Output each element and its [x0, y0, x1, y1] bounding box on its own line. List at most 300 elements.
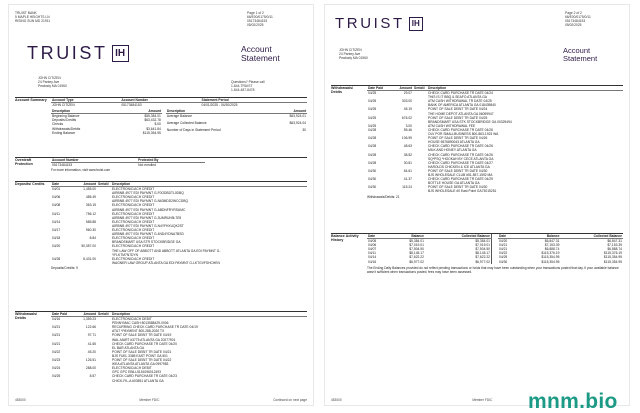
- balance-row-cell: $7,622.22: [475, 255, 490, 260]
- summary-left-table: [51, 109, 162, 135]
- bank-address: [15, 11, 50, 23]
- summary-row-cell: $63,924.01: [289, 114, 306, 119]
- page-info-line: 05/02/2025: [565, 23, 582, 27]
- col-balance: Balance: [519, 234, 560, 239]
- questions-line: 1-844-487-8478: [231, 88, 255, 92]
- summary-right-table: [166, 109, 307, 135]
- balance-row-cell: $8,145.17: [409, 251, 424, 256]
- withdrawal-row-cell: 04/22: [52, 349, 61, 354]
- overdraft-section: [15, 157, 307, 177]
- col-description: Description: [111, 182, 307, 187]
- col-date: Date: [498, 234, 519, 239]
- col-date-paid: Date Paid: [368, 86, 384, 90]
- page-info-line: 66/E00/0175/0/11: [565, 15, 591, 19]
- deposits-total: Deposits/Credits: 9: [51, 265, 78, 270]
- withdrawal-row: [51, 342, 307, 350]
- summary-row-cell: $115,354.95: [142, 130, 161, 135]
- col-amount: Amount: [385, 86, 413, 91]
- balance-row-cell: 04/16: [368, 259, 377, 264]
- withdrawal-row-cell: 04/25: [368, 115, 377, 120]
- deposit-row-cell: ELECTRONIC/ACH CREDIT AIRBNB 4977 EDI PAYMNT G-4ND4YDNA7BSD: [112, 228, 184, 237]
- deposit-row-cell: [97, 228, 111, 236]
- withdrawals-total: Withdrawals/Debits: 21: [367, 195, 400, 200]
- summary-row: [51, 131, 162, 135]
- withdrawal-row-cell: [97, 325, 111, 333]
- customer-address-line: 24 Pantey Ave: [339, 52, 361, 56]
- col-balance: Balance: [389, 234, 425, 239]
- withdrawal-row-cell: POINT OF SALE DEBIT TR DATE 04/26 HOUSE 6576890043 ATLANTA GA: [428, 136, 488, 145]
- page-info: [565, 11, 591, 27]
- deposit-row-cell: ELECTRONIC/ACH CREDIT THE LAW OFF OF ABBOTT AND ABBOTT ATLANTA GA EDI PAYMNT G- YFLKTM7N7DYN: [112, 244, 221, 257]
- balance-row-cell: $7,019.01: [475, 243, 490, 248]
- balance-row-cell: $115,376.19: [541, 251, 560, 256]
- withdrawal-row-cell: [413, 153, 427, 161]
- withdrawal-row: [367, 136, 623, 144]
- withdrawal-row-cell: 04/21: [52, 341, 61, 346]
- logo-mark-icon: IH: [409, 17, 423, 31]
- col-serial: Serial#: [413, 86, 427, 91]
- withdrawal-row-cell: 122.66: [85, 325, 96, 330]
- summary-row-cell: Checks: [52, 122, 63, 127]
- withdrawal-row-cell: 106.99: [401, 136, 412, 141]
- balance-row-cell: $6,888.74: [544, 247, 560, 252]
- withdrawal-row-cell: 126.51: [85, 358, 96, 363]
- deposit-row-cell: 8,431.00: [83, 256, 96, 261]
- balance-row: [498, 260, 623, 264]
- col-account-number: Account Number: [51, 158, 137, 163]
- footer-continued: Continued on next page: [273, 398, 307, 402]
- deposit-row-cell: 04/17: [52, 228, 61, 233]
- withdrawal-row: [51, 333, 307, 341]
- balance-row-cell: $7,153.39: [544, 243, 560, 248]
- withdrawals-label: Withdrawals/ Debits: [15, 312, 38, 321]
- footer-code: 453000: [15, 398, 26, 402]
- statement-page-2: [324, 4, 630, 406]
- balance-row-cell: $6,888.74: [607, 247, 622, 252]
- summary-row: [166, 128, 307, 135]
- withdrawal-row-cell: 97.71: [87, 333, 96, 338]
- statement-title: [241, 45, 280, 63]
- withdrawal-row-cell: 288.00: [85, 366, 96, 371]
- withdrawal-row-cell: 303.00: [401, 99, 412, 104]
- summary-row-cell: $3,641.84: [146, 126, 161, 131]
- withdrawal-row-cell: 04/30: [368, 168, 377, 173]
- deposit-row: [51, 203, 307, 211]
- withdrawal-row-cell: [97, 342, 111, 350]
- withdrawal-row-cell: 04/28: [368, 127, 377, 132]
- page-info-line: Page 1 of 2: [247, 11, 264, 15]
- col-protected-by: Protected By: [137, 158, 204, 163]
- customer-address: [38, 76, 67, 88]
- withdrawal-row-cell: 45.20: [87, 349, 96, 354]
- deposit-row-cell: ELECTRONIC/ACH CREDIT AIRBNB 4977 EDI PAYMNT G-N4YFHXUQK2ST: [112, 219, 184, 228]
- statement-period-value: 04/01/2025 - 04/30/2025: [201, 103, 238, 108]
- deposit-row: [51, 244, 307, 256]
- withdrawal-row-cell: POINT OF SALE DEBIT TR DATE 04/19 WAL-MART #3775 ATLANTA GA 20277901: [112, 333, 176, 342]
- account-summary-header-table: [51, 98, 307, 107]
- customer-address-line: 24 Pantey Ave: [38, 80, 60, 84]
- withdrawal-row-cell: [97, 317, 111, 326]
- balance-row-cell: $5,384.01: [409, 239, 424, 244]
- deposit-row-cell: ELECTRONIC/ACH CREDIT WAGNER LAW GROUP ATLANTA GA EDI PAYMNT G-LKTGVFSHCHEN: [112, 256, 220, 265]
- withdrawal-row-cell: [413, 136, 427, 144]
- withdrawal-row-cell: ELECTRONIC/ACH DEBIT GPC GPC EBILL5151096012493: [112, 366, 161, 375]
- footer-code: 453000: [331, 398, 342, 402]
- withdrawal-row-cell: 04/16: [52, 317, 61, 322]
- withdrawal-row-cell: CHECK CARD PURCHASE TR DATE 04/26 SQ*PSQ *HOOKAH BY CECE ATLANTA GA: [428, 152, 494, 161]
- withdrawal-row-cell: 04/28: [368, 160, 377, 165]
- withdrawal-row: [367, 169, 623, 177]
- balance-row-cell: 04/25: [499, 255, 508, 260]
- col-amount: Amount: [69, 312, 97, 317]
- withdrawal-row-cell: 1,359.23: [83, 317, 96, 322]
- questions-line: Questions? Please call: [231, 80, 265, 84]
- withdrawal-row-cell: CHECK CARD PURCHASE TR DATE 04/29 BOTTLE HOUSE GA ATLANTA GA: [428, 177, 493, 186]
- col-amount: Amount: [118, 109, 162, 114]
- truist-logo: [27, 43, 129, 64]
- overdraft-label: Overdraft Protection: [15, 158, 33, 167]
- page-info-line: 05/02/2025: [247, 23, 264, 27]
- deposit-row-cell: 04/28: [52, 256, 61, 261]
- balance-row-cell: 04/20: [499, 239, 508, 244]
- withdrawals-section: [15, 311, 307, 397]
- deposit-row-cell: [97, 195, 111, 203]
- withdrawal-row-cell: [97, 358, 111, 366]
- withdrawal-row-cell: [413, 144, 427, 152]
- summary-row-cell: Average Balance: [166, 114, 192, 119]
- balance-row-cell: 04/06: [368, 243, 377, 248]
- questions-line: 1-844-TRUIST: [231, 84, 253, 88]
- balance-row-cell: $5,384.01: [475, 239, 490, 244]
- withdrawal-row-cell: [97, 350, 111, 358]
- withdrawal-row-cell: 04/25: [52, 374, 61, 379]
- balance-row-cell: 04/05: [368, 239, 377, 244]
- balance-history-label: Balance Activity History: [331, 234, 359, 243]
- summary-row-cell: Withdrawals/Debits: [52, 126, 81, 131]
- withdrawal-row: [367, 116, 623, 124]
- withdrawal-row-cell: RECURRING CHECK CARD PURCHASE TR DATE 04/19 AT&T *PAYMENT 800-288-2020 TX: [112, 325, 198, 334]
- withdrawal-row-cell: 41.37: [403, 177, 412, 182]
- withdrawal-row: [51, 325, 307, 333]
- col-description: Description: [427, 86, 623, 91]
- balance-row-cell: 04/11: [368, 251, 377, 256]
- withdrawal-row-cell: CHECK CARD PURCHASE TR DATE 04/24 THIS IS IT BBQ & SEAFO ATLANTA GA: [428, 91, 493, 100]
- deposit-row: [51, 257, 307, 265]
- withdrawal-row-cell: CHECK CARD PURCHASE TR DATE 04/23 CHICK-FIL-A #03551 ATLANTA GA: [112, 374, 177, 383]
- withdrawal-row: [367, 153, 623, 161]
- withdrawal-row-cell: [413, 99, 427, 107]
- summary-row-cell: $63,924.04: [289, 121, 306, 126]
- balance-history-note: The Ending Daily Balances provided do not reflect pending transactions or holds that may have been outstanding when your transactions posted that day. If your available balance wasn't sufficient when transactions posted, fees may have been assessed.: [367, 265, 619, 274]
- summary-row-cell: Average Collected Balance: [166, 121, 207, 126]
- withdrawal-row-cell: 04/25: [368, 91, 377, 96]
- col-description: Description: [51, 109, 118, 114]
- bank-address-line: RISING SUN MD 21911: [15, 19, 51, 23]
- deposit-row-cell: 960.30: [85, 228, 96, 233]
- balance-row-cell: $115,354.95: [603, 255, 622, 260]
- withdrawal-row-cell: 04/25: [368, 99, 377, 104]
- withdrawal-row-cell: [413, 107, 427, 115]
- withdrawal-row: [367, 185, 623, 193]
- col-amount: Amount: [272, 109, 307, 114]
- logo-text: TRUIST: [335, 15, 405, 32]
- balance-row-cell: $7,622.22: [409, 255, 424, 260]
- page-info-line: Page 2 of 2: [565, 11, 582, 15]
- deposit-row-cell: 756.12: [85, 211, 96, 216]
- withdrawal-row-cell: POINT OF SALE DEBIT TR DATE 04/30 BJS WHOLESALE #0 East Point GA73015251: [428, 185, 497, 194]
- deposit-row-cell: 1,455.00: [83, 187, 96, 192]
- withdrawal-row-cell: [413, 161, 427, 169]
- deposit-row-cell: 363.15: [85, 203, 96, 208]
- deposit-row-cell: 04/06: [52, 195, 61, 200]
- deposit-row-cell: [97, 236, 111, 244]
- withdrawal-row: [51, 350, 307, 358]
- withdrawal-row-cell: [413, 128, 427, 136]
- balance-row-cell: $7,153.39: [607, 243, 622, 248]
- withdrawal-row-cell: CHECK CARD PURCHASE TR DATE 04/20 EL BAR ATLANTA GA: [112, 341, 177, 350]
- withdrawal-row-cell: 64.61: [403, 168, 412, 173]
- deposit-row-cell: [97, 203, 111, 211]
- bank-address-line: 5 MAPLE HEIGHTS LN: [15, 15, 50, 19]
- withdrawal-row: [367, 128, 623, 136]
- withdrawal-row-cell: 04/25: [368, 107, 377, 112]
- withdrawal-row: [51, 366, 307, 374]
- withdrawal-row-cell: POINT OF SALE DEBIT TR DATE 04/21 BJS FUEL 3385 EAST POINT GA 501: [112, 349, 172, 358]
- balance-row-cell: $8,145.17: [475, 251, 490, 256]
- withdrawal-row-cell: CHECK CARD PURCHASE TR DATE 04/26 MILK AND HONEY ATLANTA GA: [428, 144, 493, 153]
- balance-row-cell: $7,504.50: [475, 247, 490, 252]
- col-date-paid: Date Paid: [52, 312, 68, 316]
- footer-member-fdic: Member FDIC: [139, 398, 160, 402]
- col-amount: Amount: [69, 182, 97, 187]
- deposit-row-cell: 04/20: [52, 244, 61, 249]
- col-description: Description: [166, 109, 272, 114]
- balance-row-cell: 04/07: [368, 247, 377, 252]
- withdrawal-row-cell: 41.65: [87, 341, 96, 346]
- deposit-row-cell: [97, 220, 111, 228]
- customer-address-line: Peabody MA 01960: [38, 84, 67, 88]
- statement-title-line2: Statement: [241, 53, 280, 63]
- col-serial: Serial#: [97, 312, 111, 317]
- withdrawal-row-cell: 3.00: [405, 123, 412, 128]
- customer-address-line: Peabody MA 01960: [339, 56, 368, 60]
- withdrawal-row-cell: [97, 333, 111, 341]
- withdrawal-row-cell: [413, 177, 427, 185]
- balance-row: [367, 260, 492, 264]
- balance-row-cell: $7,504.50: [409, 247, 424, 252]
- customer-address-line: JOHN CITIZEN: [339, 48, 362, 52]
- deposit-row-cell: [97, 257, 111, 265]
- overdraft-account-number: 05173484153: [52, 163, 73, 168]
- withdrawal-row-cell: 04/30: [368, 185, 377, 190]
- withdrawal-row-cell: 04/23: [52, 358, 61, 363]
- deposit-row-cell: 04/08: [52, 203, 61, 208]
- overdraft-table: [51, 158, 205, 167]
- withdrawal-row: [367, 99, 623, 107]
- deposit-row-cell: [97, 187, 111, 196]
- withdrawal-row-cell: [97, 366, 111, 374]
- withdrawal-row-cell: 8.57: [89, 374, 96, 379]
- withdrawal-row-cell: 04/30: [368, 177, 377, 182]
- balance-row-cell: $115,354.95: [541, 255, 560, 260]
- overdraft-protected-by: Not enrolled: [138, 163, 156, 168]
- deposit-row: [51, 212, 307, 220]
- withdrawal-row-cell: 115.24: [402, 185, 412, 190]
- balance-row-cell: $115,354.95: [541, 259, 560, 264]
- withdrawal-row-cell: 38.52: [403, 152, 412, 157]
- page-info: [247, 11, 273, 27]
- withdrawal-row-cell: 04/25: [368, 123, 377, 128]
- statement-title-line1: Account: [241, 44, 272, 54]
- balance-row-cell: 04/21: [499, 243, 508, 248]
- overdraft-note: For more information, visit www.truist.com: [51, 168, 111, 173]
- deposit-row-cell: 50,357.00: [81, 244, 96, 249]
- statement-title-line1: Account: [563, 46, 591, 55]
- withdrawal-row-cell: 676.02: [401, 115, 412, 120]
- balance-history-section: [331, 233, 623, 299]
- summary-row-cell: Number of Days in Statement Period: [166, 128, 221, 133]
- balance-row-cell: $6,847.31: [607, 239, 622, 244]
- summary-row-cell: $63,432.78: [144, 118, 161, 123]
- account-summary-section: [15, 97, 307, 155]
- balance-row-cell: $115,376.19: [603, 251, 622, 256]
- balance-row-cell: $115,354.95: [603, 259, 622, 264]
- balance-row-cell: $6,977.02: [475, 259, 490, 264]
- balance-row-cell: $6,847.31: [544, 239, 560, 244]
- deposit-row-cell: 585.88: [85, 219, 96, 224]
- withdrawals-table: [367, 86, 623, 193]
- truist-logo: [335, 15, 423, 32]
- deposit-row-cell: 485.49: [85, 195, 96, 200]
- col-account-number: Account Number: [120, 98, 200, 103]
- deposit-row: [51, 220, 307, 228]
- summary-row-cell: $.00: [154, 122, 161, 127]
- deposit-row: [51, 187, 307, 196]
- deposit-row-cell: [97, 244, 111, 256]
- bank-address-line: TRUIST BANK: [15, 11, 37, 15]
- withdrawal-row-cell: POINT OF SALE DEBIT TR DATE 04/30 BJS WHOLESALE CLUB #51-557-1592 MA: [428, 168, 493, 177]
- withdrawal-row: [367, 161, 623, 169]
- withdrawal-row-cell: CHECK CARD PURCHASE TR DATE 04/27 HAROLDS CHICKEN & ICE ATLANTA GA: [428, 160, 493, 169]
- withdrawal-row: [367, 91, 623, 100]
- withdrawal-row-cell: 04/28: [368, 144, 377, 149]
- account-number-value: 05173484153: [121, 103, 142, 108]
- deposit-row-cell: 04/14: [52, 219, 61, 224]
- withdrawals-continued-section: [331, 85, 623, 229]
- withdrawal-row-cell: [413, 91, 427, 100]
- col-collected-balance: Collected Balance: [425, 234, 492, 239]
- deposit-row-cell: ELECTRONIC/ACH CREDIT AIRBNB 4977 EDI PAYMNT G-N63MDD2WCCDBQ: [112, 195, 189, 204]
- deposit-row-cell: 04/18: [52, 236, 61, 241]
- withdrawals-table: [51, 312, 307, 383]
- withdrawal-row-cell: 04/28: [368, 136, 377, 141]
- logo-text: TRUIST: [27, 43, 108, 63]
- withdrawal-row-cell: POINT OF SALE DEBIT TR DATE 04/22 IKEA ATLANTA ATLANTA GA 0997983: [112, 358, 172, 367]
- watermark-text: mnm.bio: [528, 390, 618, 413]
- col-description: Description: [111, 312, 307, 317]
- deposit-row-cell: [97, 212, 111, 220]
- account-summary-label: Account Summary: [15, 98, 47, 102]
- col-date: Date: [367, 234, 389, 239]
- deposit-row: [51, 236, 307, 244]
- logo-mark-icon: IH: [112, 45, 129, 62]
- statement-title: [563, 47, 597, 63]
- customer-address: [339, 48, 368, 60]
- balance-row-cell: $6,977.02: [409, 259, 424, 264]
- withdrawal-row-cell: 45.19: [403, 107, 412, 112]
- summary-row: [166, 114, 307, 122]
- withdrawal-row-cell: 48.63: [403, 144, 412, 149]
- withdrawal-row: [367, 177, 623, 185]
- withdrawal-row-cell: 04/24: [52, 366, 61, 371]
- deposits-label: Deposits/ Credits: [15, 182, 45, 186]
- balance-row-cell: 04/30: [499, 259, 508, 264]
- balance-row-cell: 04/22: [499, 251, 508, 256]
- page-info-line: 05173484153: [247, 19, 268, 23]
- deposit-row-cell: ELECTRONIC/ACH CREDIT AIRBNB 4977 EDI PAYMNT G-3UMRUN9L7E5: [112, 211, 182, 220]
- balance-history-left-table: [367, 234, 492, 264]
- withdrawals-label: Withdrawals/ Debits: [331, 86, 354, 95]
- statement-title-line2: Statement: [563, 54, 598, 63]
- balance-row-cell: $7,019.01: [409, 243, 424, 248]
- account-type-value: JOHN CITIZEN: [52, 103, 75, 108]
- footer-member-fdic: Member FDIC: [472, 398, 493, 402]
- deposit-row-cell: 04/01: [52, 187, 61, 192]
- withdrawal-row: [367, 144, 623, 152]
- deposit-row: [51, 228, 307, 236]
- summary-row-cell: Beginning Balance: [52, 114, 80, 119]
- customer-address-line: JOHN CITIZEN: [38, 76, 61, 80]
- statement-page-1: [8, 4, 314, 406]
- withdrawal-row-cell: [413, 169, 427, 177]
- summary-row-cell: $55,384.01: [144, 114, 161, 119]
- summary-row-cell: Ending Balance: [52, 130, 76, 135]
- deposit-row-cell: ELECTRONIC/ACH CREDIT AIRBNB 4977 EDI PAYMNT G-ABDNFRYRSUMC: [112, 203, 186, 212]
- deposit-row-cell: 04/11: [52, 211, 61, 216]
- balance-row-cell: 04/14: [368, 255, 377, 260]
- deposits-section: [15, 181, 307, 307]
- withdrawal-row-cell: [97, 374, 111, 382]
- withdrawal-row-cell: 30.81: [403, 160, 412, 165]
- page-footer: [15, 398, 307, 402]
- summary-row: [166, 121, 307, 128]
- balance-row-cell: 04/21: [499, 247, 508, 252]
- col-statement-period: Statement Period: [201, 98, 307, 103]
- balance-history-right-table: [498, 234, 623, 264]
- withdrawal-row-cell: ATM CASH WITHDRAWAL FEE: [428, 123, 476, 128]
- withdrawal-row-cell: 29.07: [403, 91, 412, 96]
- withdrawal-row-cell: [413, 185, 427, 193]
- questions-contact: [231, 80, 265, 92]
- deposit-row-cell: 8.84: [89, 236, 96, 241]
- col-date: Date: [51, 182, 69, 187]
- col-account-type: Account Type: [51, 98, 120, 103]
- withdrawal-row: [367, 107, 623, 115]
- deposit-row: [51, 195, 307, 203]
- withdrawal-row: [51, 374, 307, 382]
- page-info-line: 66/E00/0175/0/11: [247, 15, 273, 19]
- summary-row-cell: 30: [302, 128, 306, 133]
- summary-row-cell: Deposits/Credits: [52, 118, 77, 123]
- withdrawal-row-cell: 04/21: [52, 325, 61, 330]
- col-serial: Serial#: [97, 182, 111, 187]
- withdrawal-row-cell: 04/28: [368, 152, 377, 157]
- withdrawal-row-cell: 04/21: [52, 333, 61, 338]
- col-collected-balance: Collected Balance: [560, 234, 623, 239]
- deposit-row-cell: ELECTRONIC/ACH CREDIT BRANDSMART USA STR STOCKBRIDGE GA: [112, 236, 181, 245]
- page-info-line: 05173484153: [565, 19, 586, 23]
- withdrawal-row-cell: 55.46: [403, 127, 412, 132]
